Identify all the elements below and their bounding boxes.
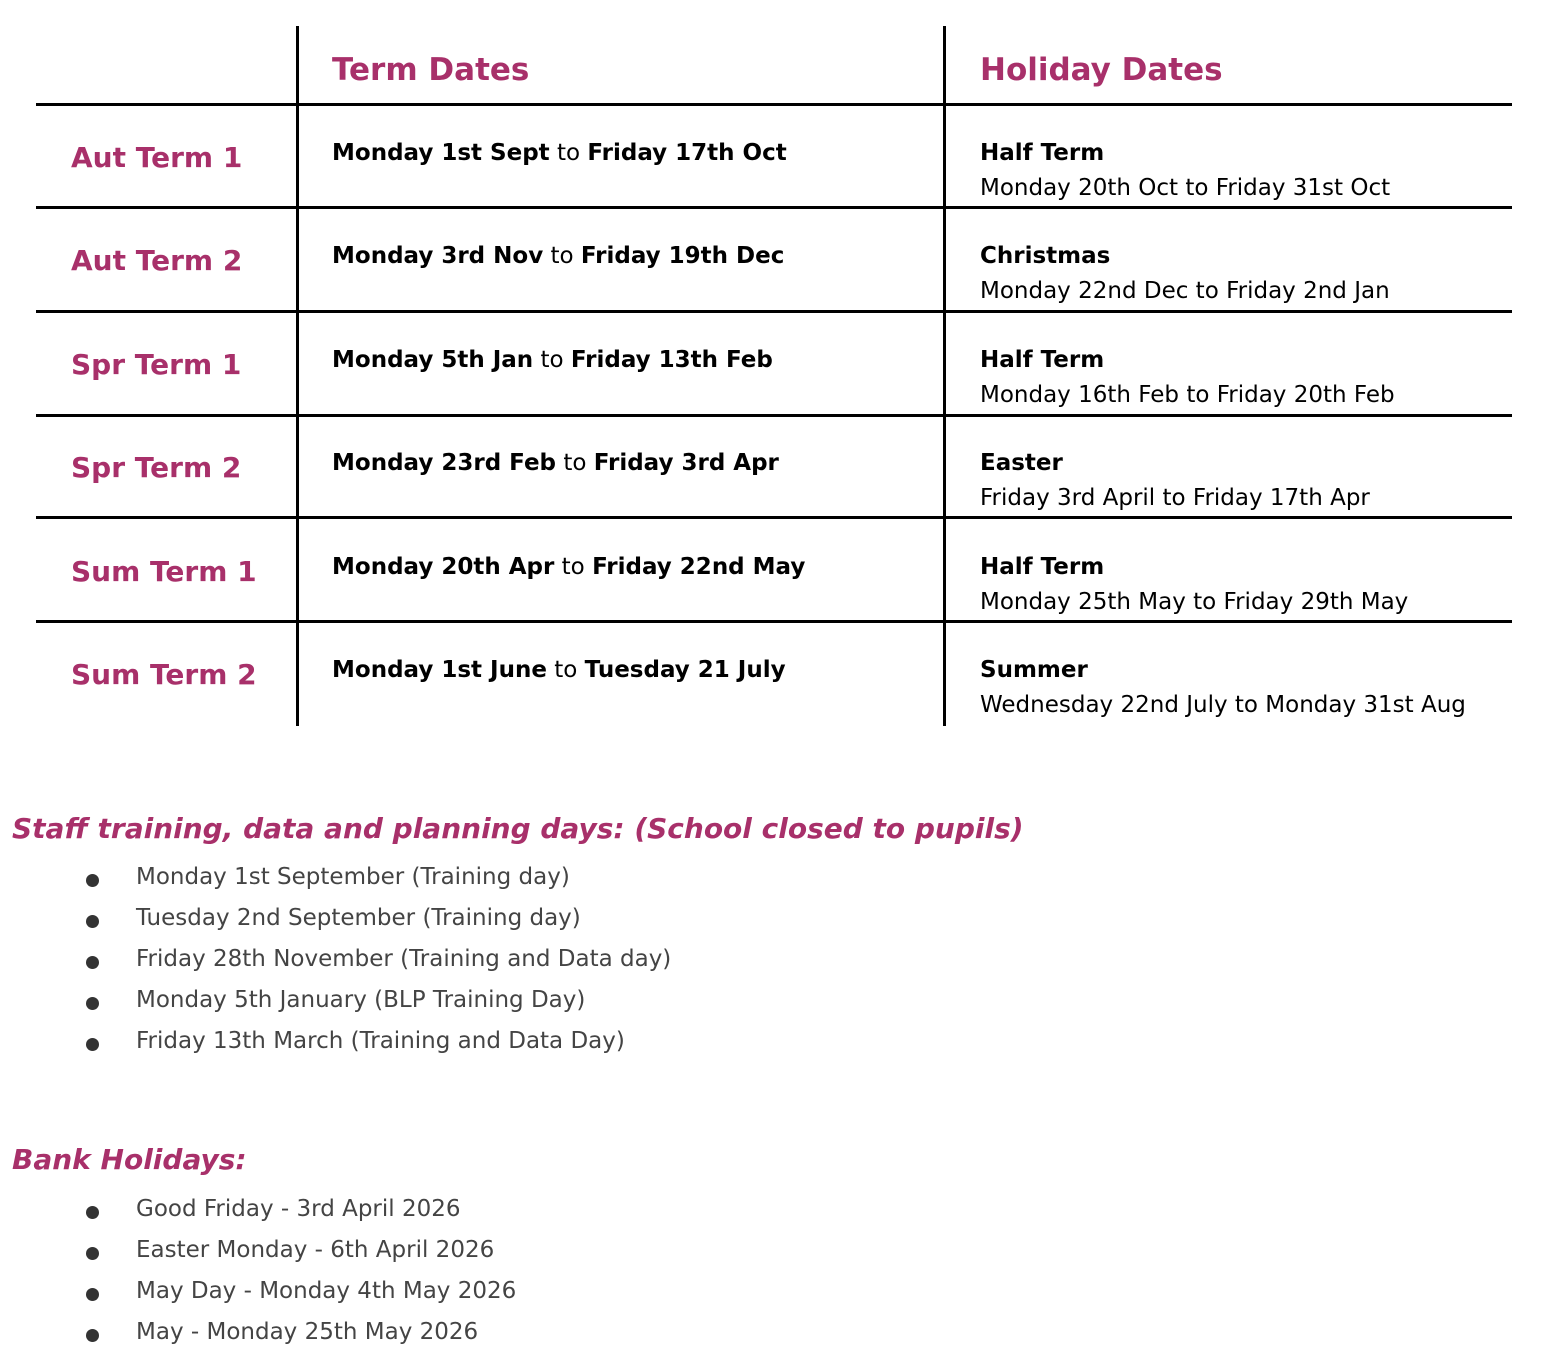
table-row: [36, 119, 1512, 223]
bullet-icon: [86, 1038, 99, 1051]
term-end: Friday 19th Dec: [580, 243, 785, 269]
bullet-icon: [86, 1329, 99, 1342]
table-row: [36, 636, 1512, 740]
term-range-separator: to: [556, 140, 581, 166]
holiday-dates-header: Holiday Dates: [980, 52, 1223, 88]
term-date-range: [332, 243, 784, 269]
holiday-date-range: Friday 3rd April to Friday 17th Apr: [980, 485, 1370, 511]
holiday-title: Summer: [980, 657, 1088, 683]
holiday-title: Half Term: [980, 140, 1105, 166]
term-date-range: [332, 554, 805, 580]
holiday-title: Half Term: [980, 347, 1105, 373]
term-date-range: [332, 657, 786, 683]
list-item-text: Monday 1st September (Training day): [136, 864, 570, 890]
bullet-icon: [86, 997, 99, 1010]
term-end: Friday 17th Oct: [587, 140, 787, 166]
term-range-separator: to: [563, 450, 587, 476]
term-start: Monday 23rd Feb: [332, 450, 557, 476]
term-start: Monday 5th Jan: [332, 347, 534, 373]
list-item-text: May - Monday 25th May 2026: [136, 1319, 479, 1345]
staff-training-heading: Staff training, data and planning days: (School closed to pupils): [12, 812, 1024, 845]
holiday-title: Half Term: [980, 554, 1105, 580]
bullet-icon: [86, 1206, 99, 1219]
table-row: [36, 326, 1512, 430]
holiday-date-range: Monday 22nd Dec to Friday 2nd Jan: [980, 278, 1390, 304]
term-name: Sum Term 1: [71, 555, 257, 588]
table-row: [36, 429, 1512, 533]
term-start: Monday 1st June: [332, 657, 547, 683]
list-item-text: Friday 13th March (Training and Data Day): [136, 1028, 625, 1054]
list-item-text: Good Friday - 3rd April 2026: [136, 1196, 461, 1222]
term-start: Monday 3rd Nov: [332, 243, 544, 269]
term-name: Spr Term 2: [71, 451, 242, 484]
term-name: Spr Term 1: [71, 348, 242, 381]
holiday-date-range: Wednesday 22nd July to Monday 31st Aug: [980, 692, 1466, 718]
term-date-range: [332, 140, 787, 166]
term-start: Monday 1st Sept: [332, 140, 550, 166]
term-range-separator: to: [540, 347, 564, 373]
holiday-title: Christmas: [980, 243, 1111, 269]
term-end: Tuesday 21 July: [584, 657, 786, 683]
holiday-title: Easter: [980, 450, 1063, 476]
term-end: Friday 22nd May: [592, 554, 806, 580]
term-dates-header: Term Dates: [332, 52, 530, 88]
bullet-icon: [86, 874, 99, 887]
bank-holidays-heading: Bank Holidays:: [12, 1143, 247, 1176]
list-item-text: Easter Monday - 6th April 2026: [136, 1237, 495, 1263]
holiday-date-range: Monday 16th Feb to Friday 20th Feb: [980, 382, 1395, 408]
table-row: [36, 222, 1512, 326]
term-name: Aut Term 1: [71, 141, 243, 174]
bullet-icon: [86, 915, 99, 928]
table-row-divider: [36, 103, 1512, 106]
term-range-separator: to: [550, 243, 574, 269]
list-item-text: May Day - Monday 4th May 2026: [136, 1278, 517, 1304]
term-end: Friday 13th Feb: [570, 347, 773, 373]
list-item-text: Tuesday 2nd September (Training day): [136, 905, 581, 931]
term-date-range: [332, 450, 779, 476]
term-date-range: [332, 347, 773, 373]
table-row: [36, 533, 1512, 637]
term-name: Sum Term 2: [71, 658, 257, 691]
bullet-icon: [86, 1247, 99, 1260]
bullet-icon: [86, 956, 99, 969]
term-range-separator: to: [561, 554, 585, 580]
bullet-icon: [86, 1288, 99, 1301]
holiday-date-range: Monday 25th May to Friday 29th May: [980, 589, 1409, 615]
term-end: Friday 3rd Apr: [593, 450, 779, 476]
term-name: Aut Term 2: [71, 244, 243, 277]
holiday-date-range: Monday 20th Oct to Friday 31st Oct: [980, 175, 1391, 201]
term-dates-table: [36, 26, 1512, 726]
term-range-separator: to: [554, 657, 578, 683]
list-item-text: Friday 28th November (Training and Data day): [136, 946, 672, 972]
list-item-text: Monday 5th January (BLP Training Day): [136, 987, 586, 1013]
term-start: Monday 20th Apr: [332, 554, 555, 580]
